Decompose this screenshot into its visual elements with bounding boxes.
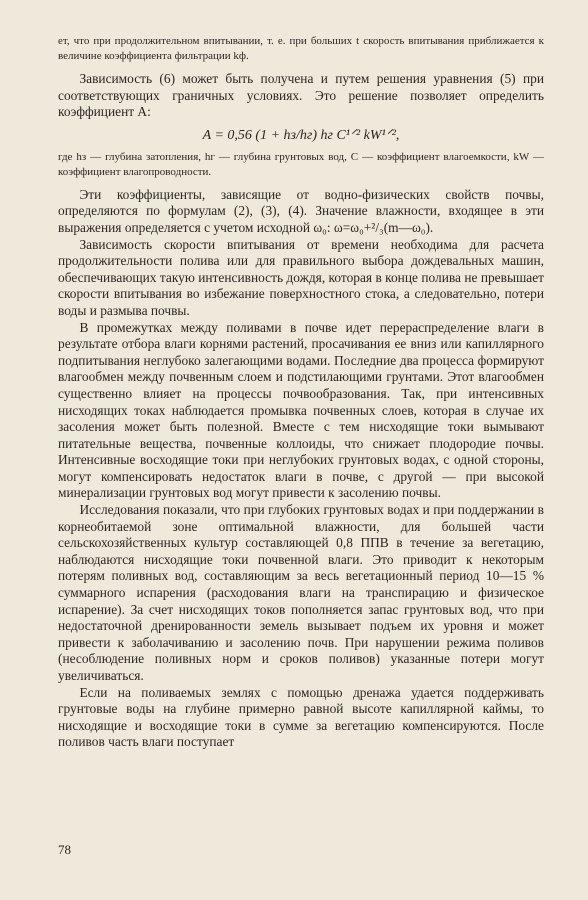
intro-note: ет, что при продолжительном впитывании, т. е. при больших t скорость впитывания приближается к величине коэффициента фильтрации kф. [58,35,544,62]
paragraph-6: Если на поливаемых землях с помощью дренажа удается поддерживать грунтовые воды на глубине примерно равной высоте капиллярной каймы, то нисходящие и восходящие токи в сумме за вегетацию компенсируются. После поливов часть влаги поступает [58,684,544,750]
paragraph-5: Исследования показали, что при глубоких грунтовых водах и при поддержании в корнеобитаемой зоне оптимальной влажности, для большей части сельскохозяйственных культур составляющей 0,8 ППВ в течение за вегетацию, наблюдаются нисходящие токи почвенной влаги. Это приводит к некоторым потерям поливных вод, составляющим за весь вегетационный период 10—15 % суммарного испарения (расходования влаги на транспирацию и физическое испарение). За счет нисходящих токов пополняется запас грунтовых вод, что при недостаточной дренированности земель вызывает подъем их уровня и может привести к заболачиванию и засолению почв. При нарушении режима поливов (несоблюдение поливных норм и сроков поливов) указанные потери могут увеличиваться. [58,502,544,683]
paragraph-1: Зависимость (6) может быть получена и путем решения уравнения (5) при соответствующих граничных условиях. Это решение позволяет определить коэффициент A: [58,71,544,120]
page-number: 78 [58,842,71,857]
paragraph-4: В промежутках между поливами в почве идет перераспределение влаги в результате отбора влаги корнями растений, просачивания ее вниз или капиллярного подпитывания неглубоко залегающими водами. Последние два процесса формируют влагообмен между почвенным слоем и подстилающими грунтами. Этот влагообмен существенно влияет на процессы почвообразования. Так, при интенсивных нисходящих токах наблюдается промывка почвенных слоев, которая в случае их засоления может быть полезной. Вместе с тем нисходящие токи вымывают питательные вещества, почвенные коллоиды, что снижает плодородие почвы. Интенсивные восходящие токи при неглубоких грунтовых водах, с одной стороны, могут компенсировать недостаток влаги в почве, с другой — при высокой минерализации грунтовых вод могут привести к засолению почвы. [58,319,544,501]
paragraph-2: Эти коэффициенты, зависящие от водно-физических свойств почвы, определяются по формулам (2), (3), (4). Значение влажности, входящее в эти выражения определяется с учетом исходной ω₀: ω=ω₀+²/₃(m—ω₀). [58,186,544,235]
formula: A = 0,56 (1 + hз/hг) hг C¹ᐟ² kW¹ᐟ², [202,127,400,143]
paragraph-3: Зависимость скорости впитывания от времени необходима для расчета продолжительности полива или для правильного выбора дождевальных машин, обеспечивающих такую интенсивность дождя, которая в конце полива не превышает скорости впитывания во избежание поверхностного стока, а следовательно, потери воды и размыва почвы. [58,236,544,318]
formula-note: где hз — глубина затопления, hг — глубина грунтовых вод, C — коэффициент влагоемкости, kW — коэффициент влагопроводности. [58,150,544,178]
